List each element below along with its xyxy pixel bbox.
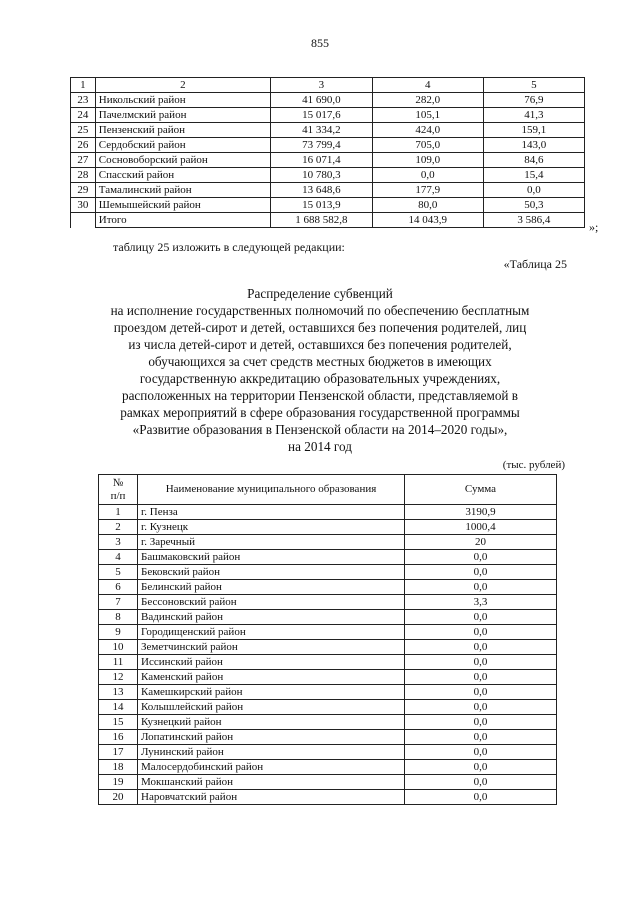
- row-number: 11: [99, 655, 138, 670]
- row-number: 3: [99, 535, 138, 550]
- title-line: расположенных на территории Пензенской области, представляемой в: [121, 388, 519, 403]
- table-row: [99, 535, 557, 550]
- table-title: [60, 285, 580, 455]
- district-name: Шемышейский район: [95, 198, 270, 213]
- value-col3: 13 648,6: [271, 183, 373, 198]
- header-cell: 1: [71, 78, 96, 93]
- row-number: 25: [71, 123, 96, 138]
- sum-value: 0,0: [405, 700, 557, 715]
- row-number: 23: [71, 93, 96, 108]
- table-row: [99, 505, 557, 520]
- title-line: «Развитие образования в Пензенской области на 2014–2020 годы»,: [132, 422, 508, 437]
- table-row: [71, 138, 585, 153]
- municipality-name: Лунинский район: [138, 745, 405, 760]
- value-col3: 15 017,6: [271, 108, 373, 123]
- sum-value: 0,0: [405, 640, 557, 655]
- row-number: 14: [99, 700, 138, 715]
- municipality-name: Наровчатский район: [138, 790, 405, 805]
- title-line: обучающихся за счет средств местных бюджетов в имеющих: [148, 354, 492, 369]
- title-line: Распределение субвенций: [247, 286, 393, 301]
- value-col3: 15 013,9: [271, 198, 373, 213]
- value-col4: 0,0: [372, 168, 483, 183]
- value-col5: 76,9: [483, 93, 584, 108]
- district-name: Тамалинский район: [95, 183, 270, 198]
- sum-value: 0,0: [405, 670, 557, 685]
- value-col3: 10 780,3: [271, 168, 373, 183]
- value-col5: 41,3: [483, 108, 584, 123]
- value-col4: 80,0: [372, 198, 483, 213]
- value-col5: 50,3: [483, 198, 584, 213]
- header-num-line2: п/п: [110, 489, 126, 502]
- row-number: 2: [99, 520, 138, 535]
- table-header-row: [71, 78, 585, 93]
- closing-quote-tail: »;: [589, 220, 599, 234]
- header-num-cell: [99, 475, 138, 505]
- value-col4: 705,0: [372, 138, 483, 153]
- value-col3: 41 334,2: [271, 123, 373, 138]
- header-sum-cell: Сумма: [405, 475, 557, 505]
- municipality-name: Иссинский район: [138, 655, 405, 670]
- value-col4: 424,0: [372, 123, 483, 138]
- row-number: 26: [71, 138, 96, 153]
- table-label: «Таблица 25: [503, 257, 567, 271]
- table-header-row: [99, 475, 557, 505]
- total-row: [71, 213, 585, 228]
- table-row: [71, 123, 585, 138]
- row-number: 16: [99, 730, 138, 745]
- title-line: рамках мероприятий в сфере образования государственной программы: [120, 405, 520, 420]
- row-number: 12: [99, 670, 138, 685]
- value-col5: 84,6: [483, 153, 584, 168]
- table-row: [71, 198, 585, 213]
- table-row: [71, 153, 585, 168]
- value-col4: 109,0: [372, 153, 483, 168]
- table-row: [99, 610, 557, 625]
- table-row: [99, 700, 557, 715]
- table-row: [99, 580, 557, 595]
- table-row: [99, 640, 557, 655]
- table-row: [99, 760, 557, 775]
- sum-value: 3190,9: [405, 505, 557, 520]
- municipality-name: Малосердобинский район: [138, 760, 405, 775]
- table-row: [99, 670, 557, 685]
- value-col3: 16 071,4: [271, 153, 373, 168]
- table-row: [99, 715, 557, 730]
- header-cell: 2: [95, 78, 270, 93]
- row-number: 30: [71, 198, 96, 213]
- municipality-name: Белинский район: [138, 580, 405, 595]
- row-number: 6: [99, 580, 138, 595]
- title-line: из числа детей-сирот и детей, оставшихся без попечения родителей,: [128, 337, 512, 352]
- row-number: 27: [71, 153, 96, 168]
- header-num-line1: №: [112, 476, 124, 489]
- municipality-name: Бессоновский район: [138, 595, 405, 610]
- title-line: проездом детей-сирот и детей, оставшихся без попечения родителей, лиц: [113, 320, 527, 335]
- header-name-cell: Наименование муниципального образования: [138, 475, 405, 505]
- sum-value: 1000,4: [405, 520, 557, 535]
- value-col4: 177,9: [372, 183, 483, 198]
- total-label: Итого: [95, 213, 270, 228]
- municipality-name: Колышлейский район: [138, 700, 405, 715]
- sum-value: 0,0: [405, 625, 557, 640]
- value-col4: 105,1: [372, 108, 483, 123]
- row-number: 19: [99, 775, 138, 790]
- district-name: Пачелмский район: [95, 108, 270, 123]
- table-row: [99, 685, 557, 700]
- municipality-name: Кузнецкий район: [138, 715, 405, 730]
- municipality-name: Лопатинский район: [138, 730, 405, 745]
- table-row: [99, 550, 557, 565]
- value-col5: 0,0: [483, 183, 584, 198]
- row-number: 24: [71, 108, 96, 123]
- sum-value: 20: [405, 535, 557, 550]
- total-value-col5: 3 586,4: [483, 213, 584, 228]
- value-col4: 282,0: [372, 93, 483, 108]
- table-row: [99, 565, 557, 580]
- sum-value: 3,3: [405, 595, 557, 610]
- table-row: [99, 775, 557, 790]
- row-number: 4: [99, 550, 138, 565]
- municipality-name: Каменский район: [138, 670, 405, 685]
- title-line: на исполнение государственных полномочий по обеспечению бесплатным: [110, 303, 530, 318]
- table-row: [71, 108, 585, 123]
- sum-value: 0,0: [405, 550, 557, 565]
- value-col3: 73 799,4: [271, 138, 373, 153]
- value-col5: 15,4: [483, 168, 584, 183]
- value-col5: 159,1: [483, 123, 584, 138]
- header-cell: 4: [372, 78, 483, 93]
- table-row: [99, 655, 557, 670]
- subvention-table: [98, 474, 557, 805]
- row-number: 29: [71, 183, 96, 198]
- municipality-name: Вадинский район: [138, 610, 405, 625]
- municipality-name: Камешкирский район: [138, 685, 405, 700]
- table-row: [99, 520, 557, 535]
- table-row: [99, 730, 557, 745]
- table-row: [99, 790, 557, 805]
- municipality-name: Городищенский район: [138, 625, 405, 640]
- total-value-col4: 14 043,9: [372, 213, 483, 228]
- row-number: 1: [99, 505, 138, 520]
- district-name: Пензенский район: [95, 123, 270, 138]
- units-note: (тыс. рублей): [502, 459, 565, 471]
- row-number: 8: [99, 610, 138, 625]
- table-row: [99, 745, 557, 760]
- row-number: 28: [71, 168, 96, 183]
- row-number: 18: [99, 760, 138, 775]
- municipality-name: г. Кузнецк: [138, 520, 405, 535]
- row-number: 17: [99, 745, 138, 760]
- district-name: Никольский район: [95, 93, 270, 108]
- value-col5: 143,0: [483, 138, 584, 153]
- row-number: 5: [99, 565, 138, 580]
- district-name: Сосновоборский район: [95, 153, 270, 168]
- row-number: 10: [99, 640, 138, 655]
- table-row: [71, 183, 585, 198]
- municipality-name: Земетчинский район: [138, 640, 405, 655]
- row-number: 7: [99, 595, 138, 610]
- row-number: 20: [99, 790, 138, 805]
- sum-value: 0,0: [405, 745, 557, 760]
- title-line: государственную аккредитацию образовательных учреждениях,: [139, 371, 501, 386]
- sum-value: 0,0: [405, 730, 557, 745]
- sum-value: 0,0: [405, 760, 557, 775]
- sum-value: 0,0: [405, 580, 557, 595]
- municipality-name: Бековский район: [138, 565, 405, 580]
- table-row: [99, 595, 557, 610]
- row-number: 9: [99, 625, 138, 640]
- instruction-text: таблицу 25 изложить в следующей редакции:: [113, 240, 345, 254]
- table-row: [99, 625, 557, 640]
- row-number: 15: [99, 715, 138, 730]
- sum-value: 0,0: [405, 610, 557, 625]
- total-value-col3: 1 688 582,8: [271, 213, 373, 228]
- district-name: Спасский район: [95, 168, 270, 183]
- page-number: 855: [311, 36, 329, 50]
- municipality-name: Башмаковский район: [138, 550, 405, 565]
- sum-value: 0,0: [405, 775, 557, 790]
- row-number: 13: [99, 685, 138, 700]
- sum-value: 0,0: [405, 790, 557, 805]
- total-row-number: [71, 213, 96, 228]
- table-row: [71, 93, 585, 108]
- title-line: на 2014 год: [288, 439, 352, 454]
- sum-value: 0,0: [405, 685, 557, 700]
- municipality-name: г. Заречный: [138, 535, 405, 550]
- district-name: Сердобский район: [95, 138, 270, 153]
- municipality-name: г. Пенза: [138, 505, 405, 520]
- sum-value: 0,0: [405, 715, 557, 730]
- sum-value: 0,0: [405, 655, 557, 670]
- previous-table: [70, 77, 585, 228]
- sum-value: 0,0: [405, 565, 557, 580]
- value-col3: 41 690,0: [271, 93, 373, 108]
- header-cell: 5: [483, 78, 584, 93]
- municipality-name: Мокшанский район: [138, 775, 405, 790]
- table-row: [71, 168, 585, 183]
- header-cell: 3: [271, 78, 373, 93]
